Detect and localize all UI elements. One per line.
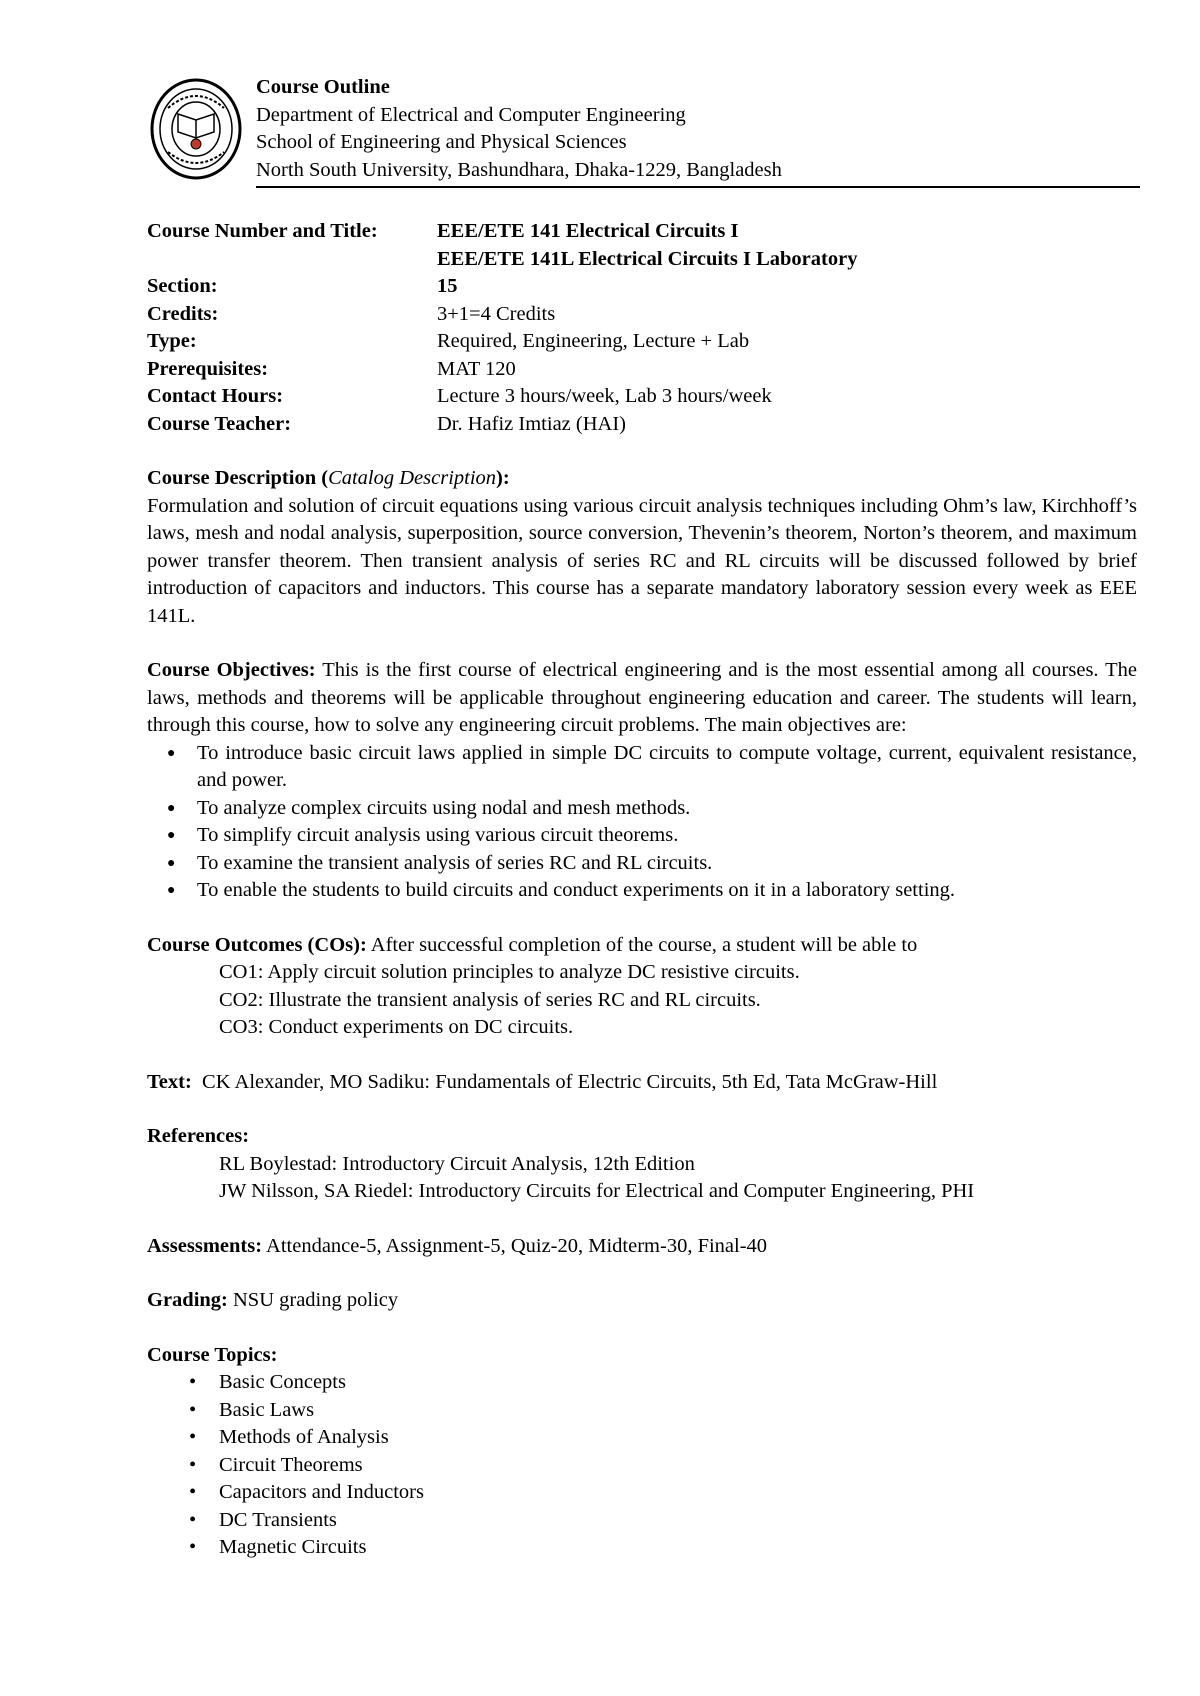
type-row (147, 328, 857, 356)
teacher-row (147, 411, 857, 439)
course-description-body: Formulation and solution of circuit equations using various circuit analysis techniques including Ohm’s law, Kirchhoff’s laws, mesh and nodal analysis, superposition, source conversion, Thevenin’s theorem, Norton’s theorem, and maximum power transfer theorem. Then transient analysis of series RC and RL circuits will be discussed followed by brief introduction of capacitors and inductors. This course has a separate mandatory laboratory session every week as EEE 141L. (147, 494, 1137, 627)
prerequisites-row (147, 356, 857, 384)
prerequisites-value: MAT 120 (437, 357, 516, 380)
outcome-item: CO1: Apply circuit solution principles to analyze DC resistive circuits. (219, 961, 800, 983)
list-item: ● To simplify circuit analysis using various circuit theorems. (197, 822, 1137, 850)
outcome-item: CO2: Illustrate the transient analysis of series RC and RL circuits. (219, 988, 761, 1011)
references-heading: References: (147, 1125, 250, 1147)
teacher-value: Dr. Hafiz Imtiaz (HAI) (437, 412, 626, 435)
list-item: • Magnetic Circuits (219, 1534, 1137, 1562)
header-text-block (256, 74, 782, 184)
document-header (150, 70, 1140, 190)
course-topics-heading: Course Topics: (147, 1343, 278, 1366)
list-item: • Basic Concepts (219, 1369, 1137, 1397)
course-topics-section (147, 1342, 1137, 1562)
course-objectives-section (147, 657, 1137, 905)
list-item: • DC Transients (219, 1507, 1137, 1535)
nsu-seal-icon (150, 78, 242, 180)
section-label: Section: (147, 275, 218, 297)
outcome-item: CO3: Conduct experiments on DC circuits. (219, 1016, 574, 1038)
school-name: School of Engineering and Physical Sciences (256, 131, 627, 153)
list-item: • Capacitors and Inductors (219, 1479, 1137, 1507)
course-description-heading: Course Description (Catalog Description): (147, 467, 510, 489)
section-value: 15 (437, 275, 458, 297)
course-outcomes-section (147, 932, 1137, 1042)
grading-body: NSU grading policy (227, 1289, 399, 1311)
reference-item: RL Boylestad: Introductory Circuit Analysis, 12th Edition (219, 1152, 695, 1175)
topics-list (147, 1369, 1137, 1562)
list-item: ● To enable the students to build circuits and conduct experiments on it in a laboratory setting. (197, 877, 1137, 905)
document-title: Course Outline (256, 76, 390, 98)
reference-item: JW Nilsson, SA Riedel: Introductory Circuits for Electrical and Computer Engineering, PHI (219, 1180, 975, 1202)
list-item: • Circuit Theorems (219, 1452, 1137, 1480)
section-row (147, 273, 857, 301)
list-item: ● To analyze complex circuits using nodal and mesh methods. (197, 795, 1137, 823)
credits-value: 3+1=4 Credits (437, 302, 556, 325)
course-title-2: EEE/ETE 141L Electrical Circuits I Laboratory (437, 247, 858, 270)
textbook-section (147, 1069, 1137, 1097)
assessments-heading: Assessments: (147, 1234, 263, 1257)
course-title-1: EEE/ETE 141 Electrical Circuits I (437, 220, 739, 242)
document-body (147, 218, 1137, 1562)
textbook-body: CK Alexander, MO Sadiku: Fundamentals of Electric Circuits, 5th Ed, Tata McGraw-Hill (191, 1070, 938, 1093)
course-title-row-2 (147, 246, 857, 274)
type-label: Type: (147, 330, 197, 352)
course-description-section (147, 465, 1137, 630)
contact-hours-value: Lecture 3 hours/week, Lab 3 hours/week (437, 385, 772, 407)
course-outcomes-intro: Course Outcomes (COs): After successful completion of the course, a student will be able to (147, 933, 918, 956)
contact-hours-label: Contact Hours: (147, 385, 284, 407)
type-value: Required, Engineering, Lecture + Lab (437, 330, 750, 352)
list-item: • Basic Laws (219, 1397, 1137, 1425)
contact-hours-row (147, 383, 857, 411)
assessments-body: Attendance-5, Assignment-5, Quiz-20, Midterm-30, Final-40 (262, 1234, 768, 1257)
department-name: Department of Electrical and Computer Engineering (256, 103, 686, 126)
course-title-row (147, 218, 857, 246)
textbook-heading: Text: (147, 1070, 192, 1093)
list-item: ● To examine the transient analysis of series RC and RL circuits. (197, 850, 1137, 878)
list-item: ● To introduce basic circuit laws applied in simple DC circuits to compute voltage, current, equivalent resistance, and power. (197, 740, 1137, 795)
assessments-section (147, 1233, 1137, 1261)
header-divider (256, 186, 1140, 188)
objectives-list (147, 740, 1137, 905)
teacher-label: Course Teacher: (147, 412, 292, 435)
grading-heading: Grading: (147, 1289, 228, 1311)
university-address: North South University, Bashundhara, Dhaka-1229, Bangladesh (256, 158, 782, 181)
credits-row (147, 301, 857, 329)
course-label: Course Number and Title: (147, 220, 378, 242)
list-item: • Methods of Analysis (219, 1424, 1137, 1452)
references-section (147, 1123, 1137, 1206)
prerequisites-label: Prerequisites: (147, 357, 269, 380)
credits-label: Credits: (147, 302, 219, 325)
course-objectives-intro: Course Objectives: This is the first course of electrical engineering and is the most essential among all courses. The laws, methods and theorems will be applicable throughout engineering education and career. The students will learn, through this course, how to solve any engineering circuit problems. The main objectives are: (147, 659, 1137, 736)
course-info-table (147, 218, 857, 438)
grading-section (147, 1287, 1137, 1315)
